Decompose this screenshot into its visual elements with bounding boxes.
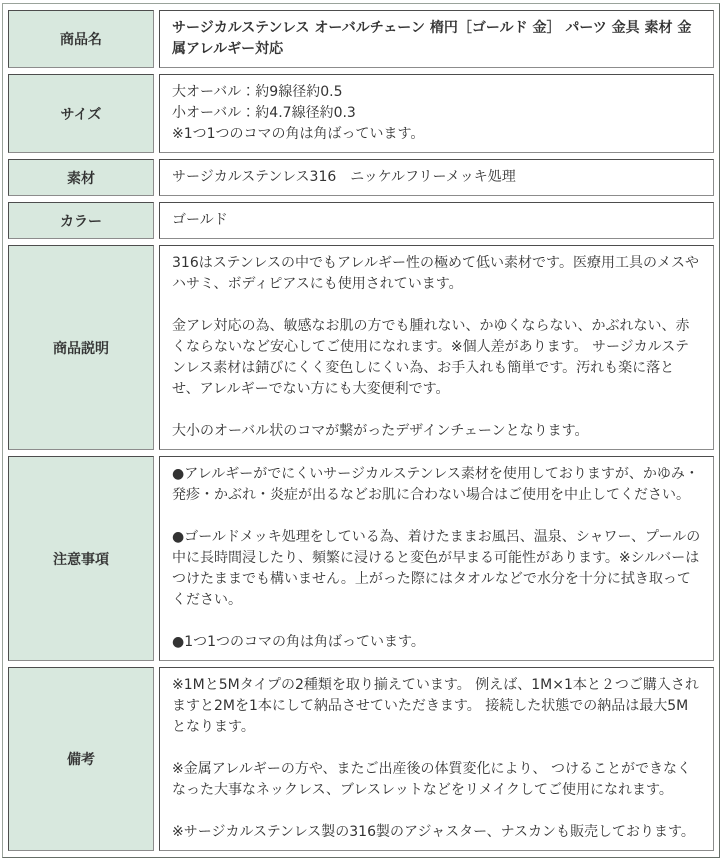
caution-item: ●1つ1つのコマの角は角ばっています。 (172, 634, 425, 650)
caution-item: ●ゴールドメッキ処理をしている為、着けたままお風呂、温泉、シャワー、プールの中に長時間浸したり、頻繁に浸けると変色が早まる可能性があります。※シルバーはつけたままでも構いません。上がった際にはタオルなどで水分を十分に拭き取ってください。 (172, 529, 701, 608)
table-row-cautions (8, 456, 714, 661)
row-label-size: サイズ (8, 74, 154, 153)
product-spec-table-body (8, 10, 714, 851)
size-value-cell (159, 74, 714, 153)
remarks-value-cell (159, 667, 714, 851)
remark-item: ※1Mと5Mタイプの2種類を取り揃えています。 例えば、1M×1本と２つご購入されますと2Mを1本にして納品させていただきます。 接続した状態での納品は最大5Mとなります。 (172, 677, 699, 735)
caution-item: ●アレルギーがでにくいサージカルステンレス素材を使用しておりますが、かゆみ・発疹・かぶれ・炎症が出るなどお肌に合わない場合はご使用を中止してください。 (172, 466, 699, 503)
row-label-color: カラー (8, 202, 154, 239)
row-label-material: 素材 (8, 159, 154, 196)
table-row-size (8, 74, 714, 153)
table-row-description (8, 245, 714, 450)
cautions-value-cell (159, 456, 714, 661)
description-paragraph: 大小のオーバル状のコマが繋がったデザインチェーンとなります。 (172, 423, 589, 439)
product-name-value: サージカルステンレス オーバルチェーン 楕円［ゴールド 金］ パーツ 金具 素材 金属アレルギー対応 (159, 10, 714, 68)
table-row-remarks (8, 667, 714, 851)
description-paragraph: 316はステンレスの中でもアレルギー性の極めて低い素材です。医療用工具のメスやハサミ、ボディピアスにも使用されています。 (172, 255, 699, 292)
row-label-remarks: 備考 (8, 667, 154, 851)
table-row-material (8, 159, 714, 196)
description-value-cell (159, 245, 714, 450)
remark-item: ※金属アレルギーの方や、またご出産後の体質変化により、 つけることができなくなった大事なネックレス、ブレスレットなどをリメイクしてご使用になれます。 (172, 761, 691, 798)
description-paragraph: 金アレ対応の為、敏感なお肌の方でも腫れない、かゆくならない、かぶれない、赤くならないなど安心してご使用になれます。※個人差があります。 サージカルステンレス素材は錆びにくく変色しにくい為、お手入れも簡単です。汚れも楽に落とせ、アレルギーでない方にも大変便利です。 (172, 318, 690, 397)
table-row-color (8, 202, 714, 239)
table-row-product-name (8, 10, 714, 68)
remark-item: ※サージカルステンレス製の316製のアジャスター、ナスカンも販売しております。 (172, 824, 695, 840)
size-line-small: 小オーバル：約4.7線径約0.3 (172, 105, 356, 121)
material-value: サージカルステンレス316 ニッケルフリーメッキ処理 (159, 159, 714, 196)
size-line-large: 大オーバル：約9線径約0.5 (172, 84, 343, 100)
row-label-description: 商品説明 (8, 245, 154, 450)
product-spec-table (2, 3, 720, 858)
row-label-product-name: 商品名 (8, 10, 154, 68)
row-label-cautions: 注意事項 (8, 456, 154, 661)
color-value: ゴールド (159, 202, 714, 239)
size-line-note: ※1つ1つのコマの角は角ばっています。 (172, 126, 425, 142)
